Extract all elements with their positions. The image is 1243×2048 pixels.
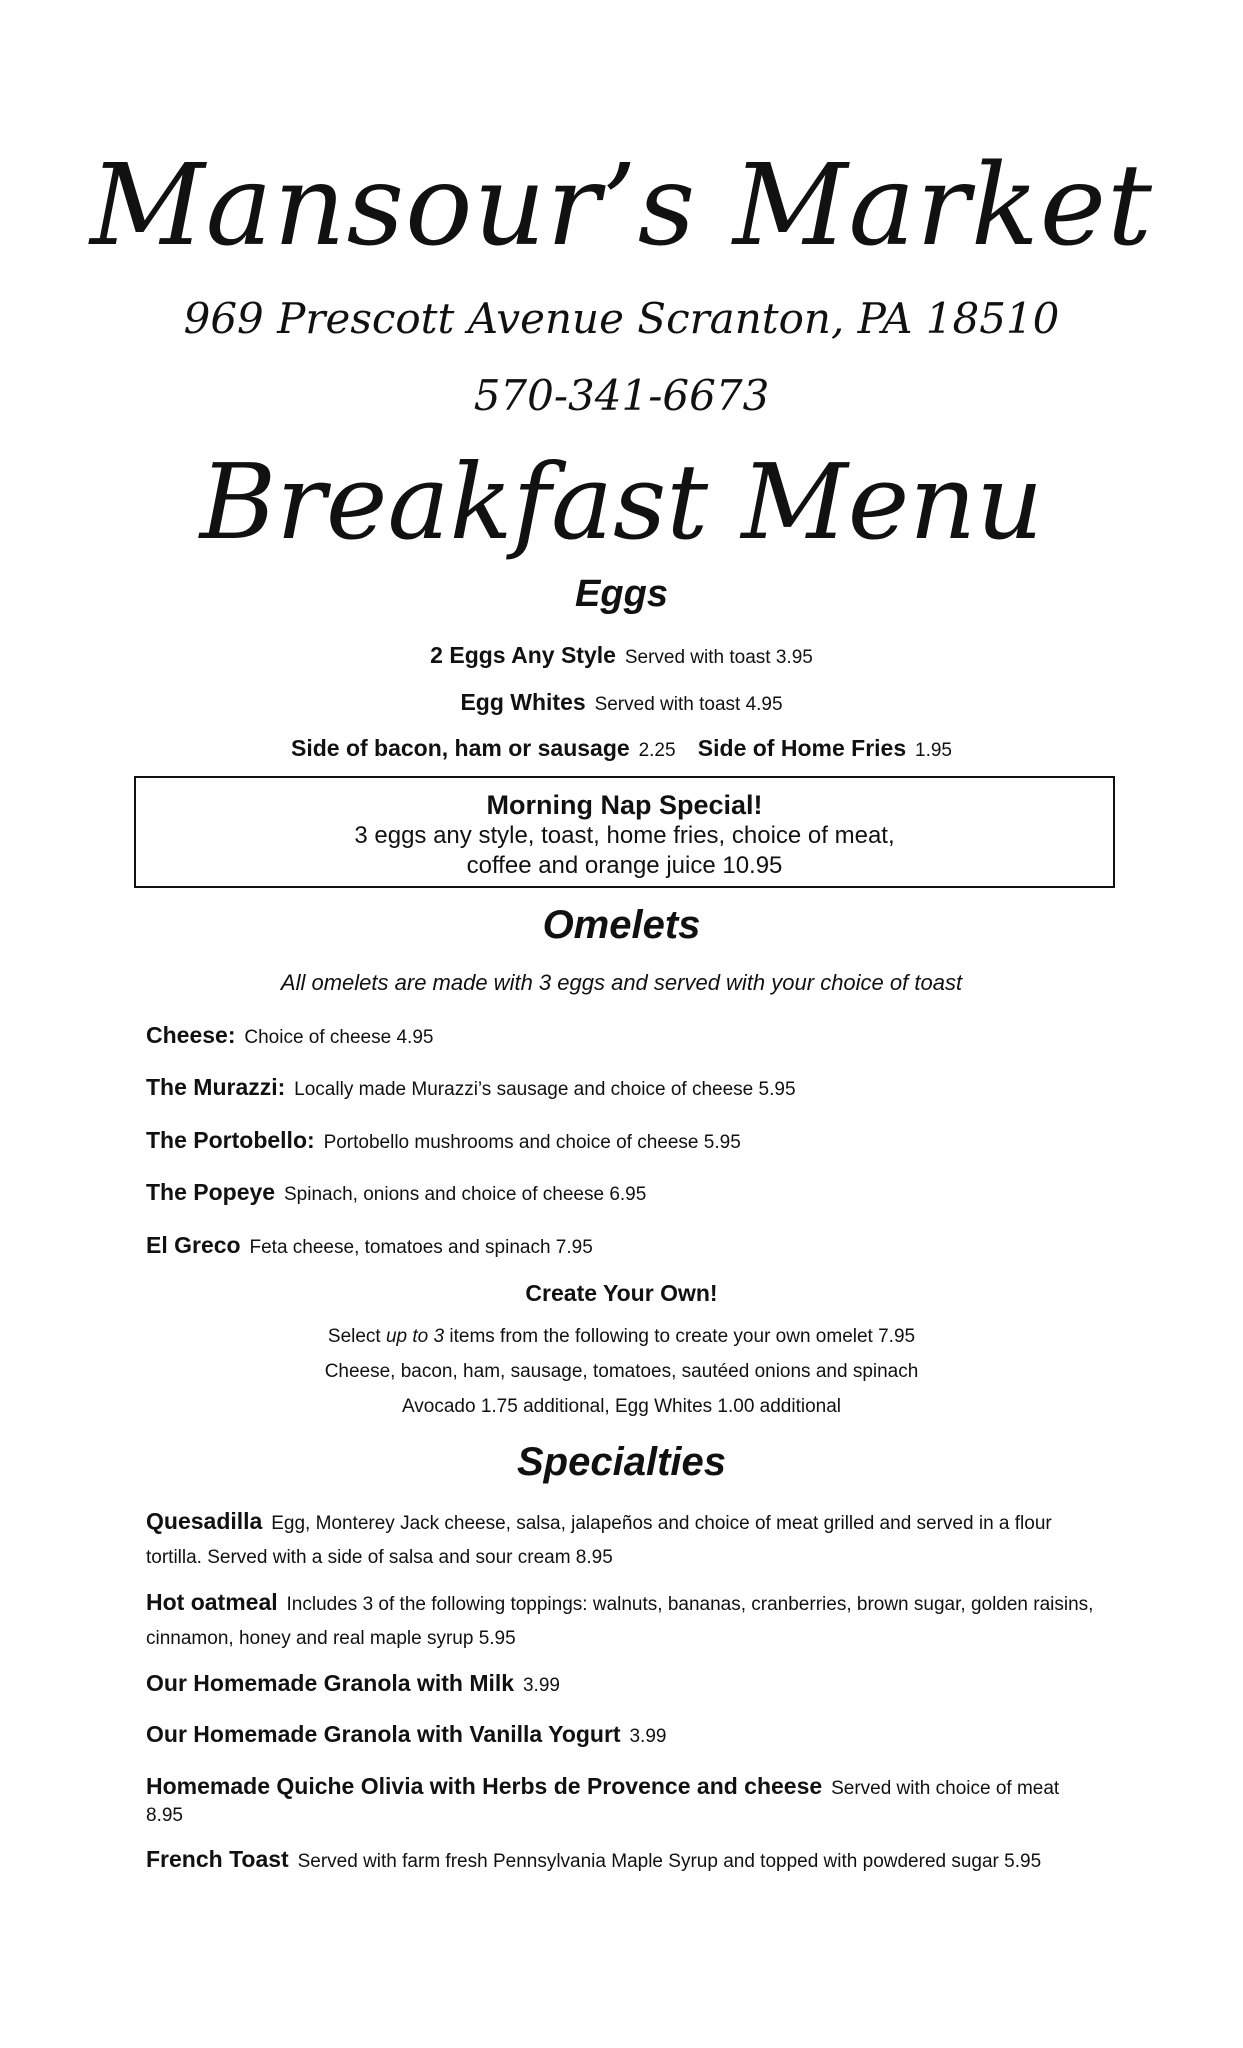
item-desc: Served with toast 3.95	[624, 647, 813, 668]
item-desc: Served with choice of meat 8.95	[146, 1778, 1060, 1826]
item-desc: Choice of cheese 4.95	[244, 1027, 434, 1048]
item-name: Egg Whites	[460, 689, 586, 715]
item-desc: Portobello mushrooms and choice of cheese 5.95	[323, 1132, 741, 1153]
specialties-section-title: Specialties	[516, 1440, 726, 1484]
create-text: items from the following to create your own omelet 7.95	[444, 1326, 916, 1347]
item-desc: Served with toast 4.95	[594, 694, 783, 715]
specialty-item	[146, 1586, 1096, 1656]
omelet-item	[146, 1125, 1086, 1156]
store-address: 969 Prescott Avenue Scranton, PA 18510	[183, 294, 1060, 343]
specialty-item	[146, 1718, 1096, 1754]
item-desc: Locally made Murazzi’s sausage and choice of cheese 5.95	[294, 1079, 796, 1100]
morning-special-box	[134, 776, 1115, 888]
create-your-own-line	[0, 1327, 1243, 1346]
specialty-item	[146, 1505, 1096, 1575]
omelet-item	[146, 1230, 1086, 1261]
side-price: 2.25	[638, 740, 676, 761]
item-desc: Feta cheese, tomatoes and spinach 7.95	[249, 1237, 593, 1258]
eggs-section-title: Eggs	[575, 573, 668, 615]
omelet-item	[146, 1177, 1086, 1208]
item-name: The Popeye	[146, 1179, 276, 1205]
specialty-item	[146, 1846, 1096, 1876]
omelet-item	[146, 1072, 1086, 1103]
omelets-section-title: Omelets	[542, 903, 701, 947]
item-desc: Served with farm fresh Pennsylvania Maple Syrup and topped with powdered sugar 5.95	[297, 1851, 1042, 1872]
specialty-item	[146, 1773, 1096, 1830]
special-desc-line: coffee and orange juice 10.95	[466, 852, 783, 879]
item-name: Quesadilla	[146, 1508, 263, 1534]
store-phone: 570-341-6673	[473, 371, 770, 420]
menu-item	[0, 644, 1243, 667]
omelet-item	[146, 1020, 1086, 1051]
side-price: 1.95	[915, 740, 952, 761]
create-text: Select	[327, 1326, 386, 1347]
item-name: The Murazzi:	[146, 1074, 286, 1100]
item-name: 2 Eggs Any Style	[430, 642, 616, 668]
create-your-own-title: Create Your Own!	[525, 1280, 718, 1306]
item-name: The Portobello:	[146, 1127, 315, 1153]
item-desc: 3.99	[629, 1726, 667, 1747]
menu-title: Breakfast Menu	[199, 441, 1044, 563]
create-your-own-addons: Avocado 1.75 additional, Egg Whites 1.00 additional	[401, 1396, 842, 1417]
menu-item	[0, 691, 1243, 714]
special-desc-line: 3 eggs any style, toast, home fries, choice of meat,	[354, 822, 895, 849]
item-desc: Egg, Monterey Jack cheese, salsa, jalapeños and choice of meat grilled and served in a flour tortilla. Served with a side of salsa and sour cream 8.95	[146, 1513, 1052, 1568]
item-name: French Toast	[146, 1846, 289, 1872]
item-name: Our Homemade Granola with Milk	[146, 1670, 515, 1696]
item-name: Homemade Quiche Olivia with Herbs de Provence and cheese	[146, 1773, 823, 1799]
sides-line	[0, 737, 1243, 760]
item-desc: 3.99	[522, 1675, 560, 1696]
special-title: Morning Nap Special!	[486, 790, 763, 820]
specialty-item	[146, 1667, 1096, 1703]
side-name: Side of Home Fries	[697, 735, 907, 761]
item-name: Our Homemade Granola with Vanilla Yogurt	[146, 1721, 621, 1747]
item-desc: Spinach, onions and choice of cheese 6.95	[284, 1184, 647, 1205]
store-name: Mansour’s Market	[90, 141, 1153, 271]
item-name: El Greco	[146, 1232, 241, 1258]
create-emphasis: up to 3	[385, 1326, 445, 1347]
item-name: Hot oatmeal	[146, 1589, 278, 1615]
create-your-own-options: Cheese, bacon, ham, sausage, tomatoes, sautéed onions and spinach	[324, 1361, 919, 1382]
item-desc: Includes 3 of the following toppings: walnuts, bananas, cranberries, brown sugar, golden raisins, cinnamon, honey and real maple syrup 5.95	[146, 1594, 1094, 1649]
item-name: Cheese:	[146, 1022, 236, 1048]
side-name: Side of bacon, ham or sausage	[290, 735, 630, 761]
omelets-intro: All omelets are made with 3 eggs and served with your choice of toast	[280, 970, 963, 995]
